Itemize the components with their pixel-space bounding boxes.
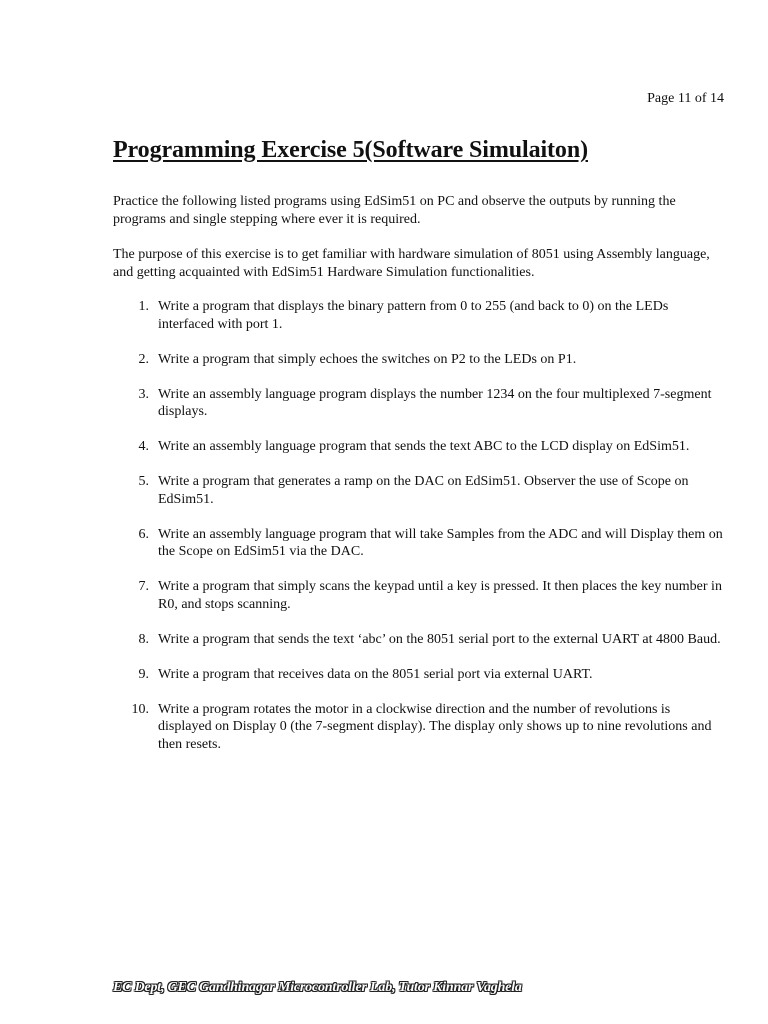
list-item [113, 666, 725, 684]
list-item [113, 473, 725, 508]
list-item-number: 2. [138, 351, 149, 367]
list-item-number: 3. [138, 386, 149, 402]
page-number: Page 11 of 14 [647, 91, 724, 106]
list-item [113, 631, 725, 649]
list-item-text: Write a program that sends the text ‘abc’ on the 8051 serial port to the external UART at 4800 Baud. [158, 631, 721, 647]
list-item [113, 438, 725, 456]
list-item [113, 298, 725, 333]
list-item [113, 701, 725, 754]
list-item-text: Write an assembly language program that will take Samples from the ADC and will Display them on the Scope on EdSim51 via the DAC. [158, 526, 723, 559]
list-item-text: Write an assembly language program that sends the text ABC to the LCD display on EdSim51. [158, 439, 690, 454]
list-item-text: Write a program rotates the motor in a clockwise direction and the number of revolutions is displayed on Display 0 (the 7-segment display). The display only shows up to nine revolutions and then resets. [158, 701, 712, 752]
list-item-number: 10. [131, 701, 149, 717]
list-item-number: 7. [138, 579, 149, 594]
list-item-number: 1. [138, 299, 149, 314]
list-item-number: 9. [138, 666, 149, 682]
page-title: Programming Exercise 5(Software Simulaiton) [113, 137, 588, 163]
list-item [113, 386, 725, 421]
list-item-text: Write a program that simply scans the keypad until a key is pressed. It then places the key number in R0, and stops scanning. [158, 579, 722, 612]
exercise-list [113, 298, 725, 771]
list-item-number: 5. [138, 474, 149, 489]
list-item-text: Write a program that simply echoes the switches on P2 to the LEDs on P1. [158, 351, 577, 367]
list-item-text: Write a program that displays the binary pattern from 0 to 255 (and back to 0) on the LEDs interfaced with port 1. [158, 299, 669, 332]
list-item [113, 578, 725, 613]
list-item-text: Write a program that generates a ramp on the DAC on EdSim51. Observer the use of Scope on EdSim51. [158, 474, 689, 507]
list-item-number: 4. [138, 439, 149, 454]
list-item-number: 6. [138, 526, 149, 542]
page-footer: EC Dept, GEC Gandhinagar Microcontroller Lab, Tutor Kinnar Vaghela [113, 980, 522, 995]
list-item-text: Write an assembly language program displays the number 1234 on the four multiplexed 7-segment displays. [158, 386, 712, 419]
intro-paragraph: Practice the following listed programs using EdSim51 on PC and observe the outputs by running the programs and single stepping where ever it is required. [113, 194, 676, 227]
list-item [113, 526, 725, 561]
list-item-text: Write a program that receives data on the 8051 serial port via external UART. [158, 666, 593, 682]
purpose-paragraph: The purpose of this exercise is to get familiar with hardware simulation of 8051 using Assembly language, and getting acquainted with EdSim51 Hardware Simulation functionalities. [113, 247, 710, 280]
list-item-number: 8. [138, 631, 149, 647]
list-item [113, 351, 725, 369]
